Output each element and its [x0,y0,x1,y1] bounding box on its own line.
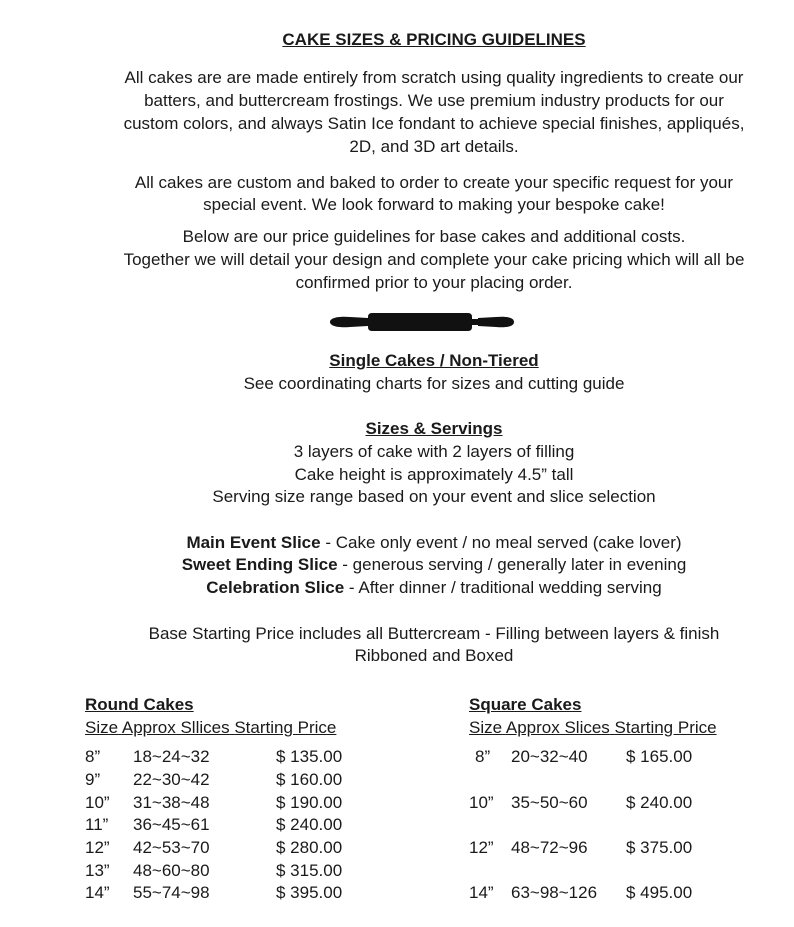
text-line: 2D, and 3D art details. [349,137,519,156]
slice-desc: - After dinner / traditional wedding serving [344,578,662,597]
size-cell: 9” [85,770,101,789]
slices-cell: 20~32~40 [511,747,588,766]
size-cell: 10” [85,793,110,812]
slice-type-sweet-ending [0,555,794,575]
text-line: 3 layers of cake with 2 layers of filling [293,442,575,461]
text-line: batters, and buttercream frostings. We use premium industry products for our [144,91,724,110]
size-cell: 13” [85,861,110,880]
size-cell: 11” [85,815,109,834]
text-line: custom colors, and always Satin Ice fondant to achieve special finishes, appliqués, [123,114,745,133]
slices-cell: 18~24~32 [133,747,210,766]
slice-desc: - Cake only event / no meal served (cake lover) [320,533,682,552]
price-cell: $ 375.00 [626,838,693,857]
column-header-slices: Approx Sllices [121,718,230,737]
text-line: Below are our price guidelines for base cakes and additional costs. [182,227,686,246]
slices-cell: 55~74~98 [133,883,210,902]
square-header-row [469,718,717,738]
price-cell: $ 135.00 [276,747,343,766]
size-cell: 8” [85,747,101,766]
round-cakes-heading: Round Cakes [85,695,194,714]
size-cell: 8” [475,747,491,766]
text-line: Ribboned and Boxed [354,646,514,665]
slices-cell: 22~30~42 [133,770,210,789]
column-header-price: Starting Price [614,718,717,737]
column-header-size: Size [85,718,119,737]
slice-type-celebration [0,578,794,598]
slice-name: Main Event Slice [186,533,321,552]
size-cell: 14” [85,883,110,902]
text-line: special event. We look forward to making your bespoke cake! [203,195,665,214]
single-cakes-subtext: See coordinating charts for sizes and cutting guide [243,374,625,393]
slice-desc: - generous serving / generally later in evening [337,555,687,574]
round-header-row [85,718,336,738]
sizes-heading: Sizes & Servings [365,419,503,438]
slices-cell: 31~38~48 [133,793,210,812]
slice-name: Celebration Slice [206,578,345,597]
price-cell: $ 315.00 [276,861,343,880]
size-cell: 12” [85,838,110,857]
page-title: CAKE SIZES & PRICING GUIDELINES [282,30,586,49]
slice-type-main-event [0,533,794,553]
slices-cell: 42~53~70 [133,838,210,857]
price-cell: $ 240.00 [276,815,343,834]
price-cell: $ 165.00 [626,747,693,766]
price-cell: $ 190.00 [276,793,343,812]
slices-cell: 35~50~60 [511,793,588,812]
column-header-price: Starting Price [234,718,337,737]
slice-name: Sweet Ending Slice [181,555,338,574]
text-line: All cakes are are made entirely from scratch using quality ingredients to create our [124,68,744,87]
slices-cell: 36~45~61 [133,815,210,834]
text-line: Serving size range based on your event and slice selection [212,487,656,506]
text-line: Cake height is approximately 4.5” tall [294,465,574,484]
column-header-slices: Approx Slices [505,718,610,737]
slices-cell: 63~98~126 [511,883,598,902]
slices-cell: 48~72~96 [511,838,588,857]
column-header-size: Size [469,718,503,737]
price-cell: $ 495.00 [626,883,693,902]
text-line: confirmed prior to your placing order. [295,273,573,292]
size-cell: 10” [469,793,494,812]
text-line: Together we will detail your design and complete your cake pricing which will all be [123,250,745,269]
text-line: All cakes are custom and baked to order to create your specific request for your [134,173,734,192]
rolling-pin-icon [328,307,516,337]
size-cell: 14” [469,883,494,902]
price-cell: $ 160.00 [276,770,343,789]
slices-cell: 48~60~80 [133,861,210,880]
price-cell: $ 280.00 [276,838,343,857]
single-cakes-heading: Single Cakes / Non-Tiered [329,351,539,370]
size-cell: 12” [469,838,494,857]
square-cakes-heading: Square Cakes [469,695,582,714]
text-line: Base Starting Price includes all Buttercream - Filling between layers & finish [148,624,720,643]
price-cell: $ 395.00 [276,883,343,902]
price-cell: $ 240.00 [626,793,693,812]
